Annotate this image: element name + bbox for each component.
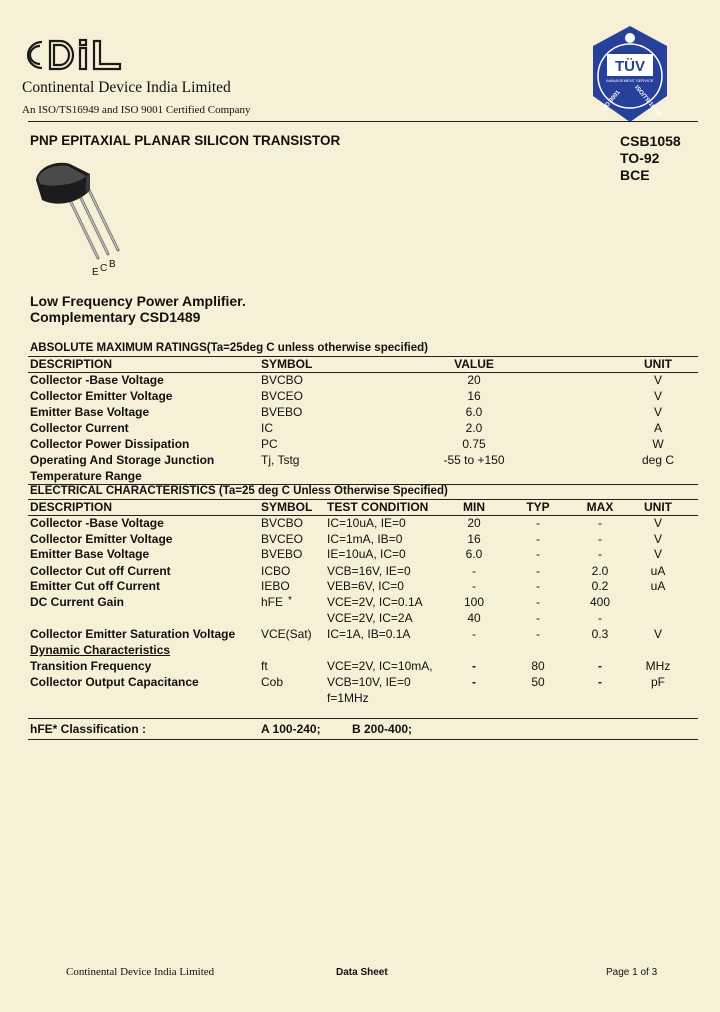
footer-page-number: Page 1 of 3 — [606, 967, 658, 978]
table-row — [0, 611, 720, 627]
table-row — [0, 373, 720, 389]
row-symbol: ft — [261, 659, 268, 673]
row-min: 16 — [467, 532, 481, 546]
hfe-classification-label: hFE* Classification : — [30, 722, 147, 736]
row-typ: - — [536, 547, 540, 561]
row-test-condition: IC=1A, IB=0.1A — [327, 627, 411, 641]
row-symbol: BVCBO — [261, 516, 304, 530]
row-unit: uA — [650, 564, 666, 578]
to92-package-illustration — [28, 156, 132, 278]
row-max: 400 — [589, 595, 611, 609]
row-typ: 50 — [531, 675, 545, 689]
part-number: CSB1058 — [620, 133, 681, 149]
row-unit: V — [653, 405, 662, 419]
seal-brand: TÜV — [615, 58, 645, 75]
footer-company: Continental Device India Limited — [66, 966, 215, 978]
row-symbol: PC — [261, 437, 278, 451]
row-test-condition: VCB=16V, IE=0 — [327, 564, 411, 578]
hfe-rule-bottom — [28, 739, 698, 740]
row-symbol-footnote-mark: * — [288, 595, 292, 606]
row-symbol: BVEBO — [261, 405, 303, 419]
col-typ: TYP — [526, 500, 550, 514]
col-min: MIN — [463, 500, 485, 514]
row-symbol: Cob — [261, 675, 284, 689]
table-row — [0, 595, 720, 611]
col-symbol: SYMBOL — [261, 500, 313, 514]
row-unit: A — [653, 421, 662, 435]
table-row — [0, 421, 720, 437]
row-description: Collector Power Dissipation — [30, 437, 190, 451]
row-description: Emitter Base Voltage — [30, 547, 150, 561]
row-value: 0.75 — [462, 437, 486, 451]
table-row — [0, 532, 720, 548]
row-test-condition: f=1MHz — [327, 691, 369, 705]
row-symbol: ICBO — [261, 564, 291, 578]
row-typ: - — [536, 611, 540, 625]
row-description: Temperature Range — [30, 469, 142, 483]
row-unit: MHz — [645, 659, 671, 673]
row-test-condition: VCE=2V, IC=10mA, — [327, 659, 433, 673]
row-max: - — [598, 611, 602, 625]
row-test-condition: IE=10uA, IC=0 — [327, 547, 406, 561]
table-row — [0, 564, 720, 580]
pinout: BCE — [620, 167, 650, 183]
row-typ: - — [536, 516, 540, 530]
hfe-class-a: A 100-240; — [261, 722, 321, 736]
row-description: Transition Frequency — [30, 659, 152, 673]
dynamic-characteristics-heading — [0, 643, 720, 659]
hfe-rule-top — [28, 718, 698, 719]
row-typ: - — [536, 532, 540, 546]
col-max: MAX — [586, 500, 614, 514]
row-test-condition: VCE=2V, IC=0.1A — [327, 595, 423, 609]
row-value: 16 — [467, 389, 481, 403]
row-max: - — [598, 547, 602, 561]
row-description: Collector -Base Voltage — [30, 373, 164, 387]
description-line-1: Low Frequency Power Amplifier. — [30, 293, 246, 309]
row-value: 6.0 — [465, 405, 483, 419]
row-test-condition: IC=10uA, IE=0 — [327, 516, 406, 530]
table-row — [0, 453, 720, 469]
row-min: 40 — [467, 611, 481, 625]
row-symbol: BVEBO — [261, 547, 303, 561]
hfe-class-b: B 200-400; — [352, 722, 413, 736]
row-min: - — [472, 579, 476, 593]
table-row-continuation — [0, 691, 720, 707]
certification-line: An ISO/TS16949 and ISO 9001 Certified Company — [22, 104, 251, 116]
company-name: Continental Device India Limited — [22, 79, 231, 96]
row-description: Collector Current — [30, 421, 129, 435]
row-description: Emitter Cut off Current — [30, 579, 160, 593]
row-unit: V — [653, 532, 662, 546]
row-unit: pF — [650, 675, 665, 689]
col-unit: UNIT — [644, 357, 672, 371]
row-min: - — [472, 564, 476, 578]
row-description: DC Current Gain — [30, 595, 125, 609]
col-description: DESCRIPTION — [30, 357, 113, 371]
lead-label-c: C — [100, 263, 108, 274]
col-description: DESCRIPTION — [30, 500, 113, 514]
table-row — [0, 675, 720, 691]
table-row — [0, 579, 720, 595]
elec-heading: ELECTRICAL CHARACTERISTICS (Ta=25 deg C Unless Otherwise Specified) — [30, 485, 448, 497]
row-min: - — [472, 627, 476, 641]
row-description: Collector Emitter Voltage — [30, 389, 173, 403]
row-description: Collector Output Capacitance — [30, 675, 199, 689]
table-row — [0, 627, 720, 643]
table-row — [0, 389, 720, 405]
lead-label-e: E — [92, 267, 99, 278]
abs-max-heading: ABSOLUTE MAXIMUM RATINGS(Ta=25deg C unless otherwise specified) — [30, 342, 428, 354]
row-typ: - — [536, 564, 540, 578]
row-min: 6.0 — [465, 547, 483, 561]
table-row-continuation — [0, 469, 720, 485]
header-divider — [28, 121, 698, 122]
row-description: Emitter Base Voltage — [30, 405, 150, 419]
row-typ: - — [536, 627, 540, 641]
row-test-condition: VEB=6V, IC=0 — [327, 579, 404, 593]
row-unit: W — [652, 437, 664, 451]
elec-header-row — [0, 500, 720, 516]
row-min: 100 — [463, 595, 485, 609]
row-description: Collector Cut off Current — [30, 564, 171, 578]
description-line-2: Complementary CSD1489 — [30, 309, 201, 325]
row-symbol: BVCBO — [261, 373, 304, 387]
document-title: PNP EPITAXIAL PLANAR SILICON TRANSISTOR — [30, 133, 341, 148]
package-type: TO-92 — [620, 150, 660, 166]
col-unit: UNIT — [644, 500, 672, 514]
row-symbol: VCE(Sat) — [261, 627, 312, 641]
table-row — [0, 547, 720, 563]
seal-subtitle: MANAGEMENT SERVICE — [606, 78, 654, 83]
row-test-condition: VCB=10V, IE=0 — [327, 675, 411, 689]
row-typ: - — [536, 595, 540, 609]
row-test-condition: VCE=2V, IC=2A — [327, 611, 413, 625]
col-symbol: SYMBOL — [261, 357, 313, 371]
seal-right-text: ISO/TS 16949 — [633, 84, 663, 118]
table-row — [0, 516, 720, 532]
row-description: Collector Emitter Saturation Voltage — [30, 627, 236, 641]
row-max: 0.2 — [591, 579, 609, 593]
seal-left-text: ISO 9001 — [600, 89, 622, 113]
row-max: - — [598, 532, 602, 546]
row-min: - — [472, 659, 476, 673]
row-description: Collector -Base Voltage — [30, 516, 164, 530]
dynamic-heading-text: Dynamic Characteristics — [30, 643, 171, 657]
abs-max-header-row — [0, 357, 720, 373]
table-row — [0, 659, 720, 675]
row-symbol-text: hFE — [261, 595, 284, 609]
row-typ: 80 — [531, 659, 545, 673]
table-row — [0, 437, 720, 453]
row-unit: V — [653, 373, 662, 387]
lead-label-b: B — [109, 259, 116, 270]
row-symbol: BVCEO — [261, 389, 304, 403]
row-min: 20 — [467, 516, 481, 530]
row-max: 0.3 — [591, 627, 609, 641]
col-test-condition: TEST CONDITION — [327, 500, 429, 514]
row-symbol: Tj, Tstg — [261, 453, 300, 467]
row-symbol: IC — [261, 421, 273, 435]
row-max: - — [598, 659, 602, 673]
row-max: - — [598, 675, 602, 689]
row-unit: V — [653, 516, 662, 530]
row-max: - — [598, 516, 602, 530]
row-unit: V — [653, 547, 662, 561]
row-value: 2.0 — [465, 421, 483, 435]
footer-title: Data Sheet — [336, 967, 388, 978]
row-min: - — [472, 675, 476, 689]
table-row — [0, 405, 720, 421]
row-typ: - — [536, 579, 540, 593]
cdil-logo — [20, 36, 124, 74]
row-description: Collector Emitter Voltage — [30, 532, 173, 546]
row-symbol: IEBO — [261, 579, 290, 593]
row-unit: V — [653, 627, 662, 641]
col-value: VALUE — [454, 357, 494, 371]
row-symbol: BVCEO — [261, 532, 304, 546]
tuv-certification-seal — [585, 24, 675, 124]
row-value: -55 to +150 — [443, 453, 505, 467]
row-value: 20 — [467, 373, 481, 387]
row-unit: deg C — [641, 453, 675, 467]
row-test-condition: IC=1mA, IB=0 — [327, 532, 403, 546]
row-symbol — [261, 595, 292, 609]
row-description: Operating And Storage Junction — [30, 453, 215, 467]
row-unit: V — [653, 389, 662, 403]
row-max: 2.0 — [591, 564, 609, 578]
row-unit: uA — [650, 579, 666, 593]
